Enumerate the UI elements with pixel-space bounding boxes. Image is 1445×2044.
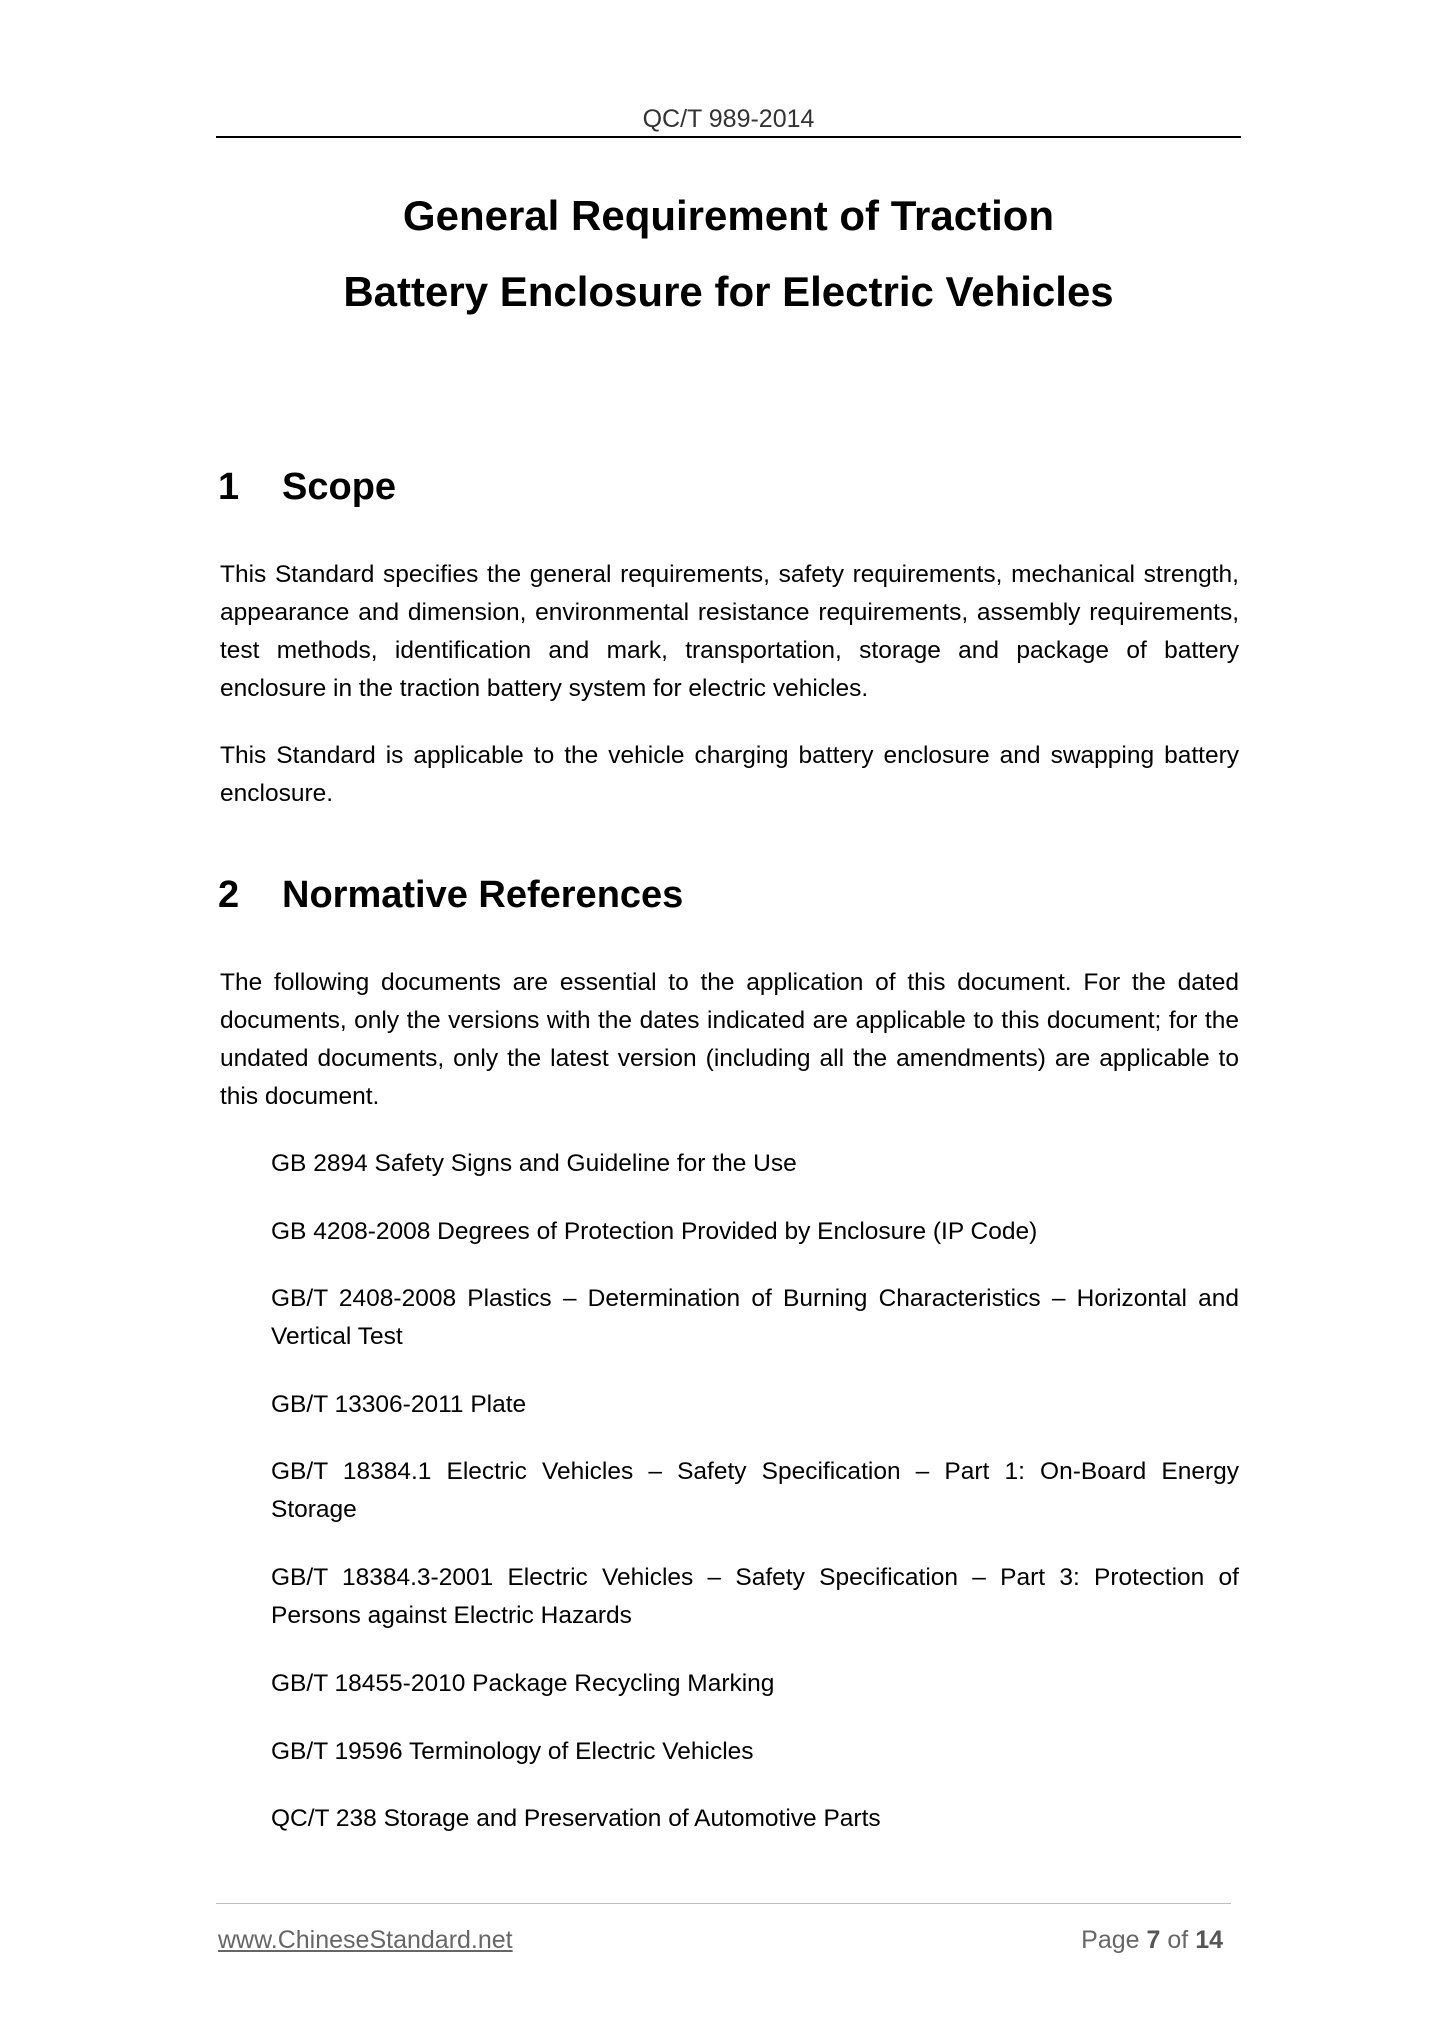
section-title: Normative References bbox=[282, 874, 684, 916]
section-heading-scope bbox=[218, 465, 396, 509]
header-divider bbox=[216, 136, 1241, 138]
reference-item: GB 4208-2008 Degrees of Protection Provided by Enclosure (IP Code) bbox=[271, 1218, 1038, 1245]
reference-item: GB/T 18384.3-2001 Electric Vehicles – Safety Specification – Part 3: Protection of Persons against Electric Hazards bbox=[271, 1564, 1239, 1629]
references-intro-paragraph: The following documents are essential to the application of this document. For the dated documents, only the versions with the dates indicated are applicable to this document; for the undated documents, only the latest version (including all the amendments) are applicable to this document. bbox=[220, 969, 1239, 1110]
website-link[interactable]: www.ChineseStandard.net bbox=[218, 1926, 513, 1954]
footer-divider bbox=[216, 1903, 1231, 1904]
reference-item: GB/T 18455-2010 Package Recycling Marking bbox=[271, 1670, 775, 1697]
title-line-1: General Requirement of Traction bbox=[402, 192, 1055, 239]
page-total: 14 bbox=[1195, 1926, 1223, 1954]
scope-paragraph-1: This Standard specifies the general requirements, safety requirements, mechanical strength, appearance and dimension, environmental resistance requirements, assembly requirements, test methods, identification and mark, transportation, storage and package of battery enclosure in the traction battery system for electric vehicles. bbox=[220, 561, 1239, 702]
section-heading-normative-references bbox=[218, 873, 683, 917]
title-line-2: Battery Enclosure for Electric Vehicles bbox=[343, 268, 1114, 315]
section-number: 1 bbox=[218, 466, 240, 508]
document-title bbox=[216, 178, 1241, 330]
page-of-label: of bbox=[1167, 1926, 1189, 1954]
section-number: 2 bbox=[218, 874, 240, 916]
reference-item: GB/T 13306-2011 Plate bbox=[271, 1391, 527, 1418]
page-indicator bbox=[1081, 1925, 1223, 1955]
reference-item: GB/T 18384.1 Electric Vehicles – Safety Specification – Part 1: On-Board Energy Storage bbox=[271, 1458, 1239, 1523]
page-label: Page bbox=[1081, 1926, 1140, 1954]
section-title: Scope bbox=[282, 466, 397, 508]
reference-item: GB/T 19596 Terminology of Electric Vehicles bbox=[271, 1738, 754, 1765]
reference-item: GB/T 2408-2008 Plastics – Determination of Burning Characteristics – Horizontal and Vertical Test bbox=[271, 1285, 1239, 1350]
reference-item: GB 2894 Safety Signs and Guideline for the Use bbox=[271, 1150, 797, 1177]
scope-paragraph-2: This Standard is applicable to the vehicle charging battery enclosure and swapping battery enclosure. bbox=[220, 742, 1239, 807]
document-id-header: QC/T 989-2014 bbox=[642, 105, 815, 133]
reference-item: QC/T 238 Storage and Preservation of Automotive Parts bbox=[271, 1805, 881, 1832]
page-current: 7 bbox=[1146, 1926, 1161, 1954]
